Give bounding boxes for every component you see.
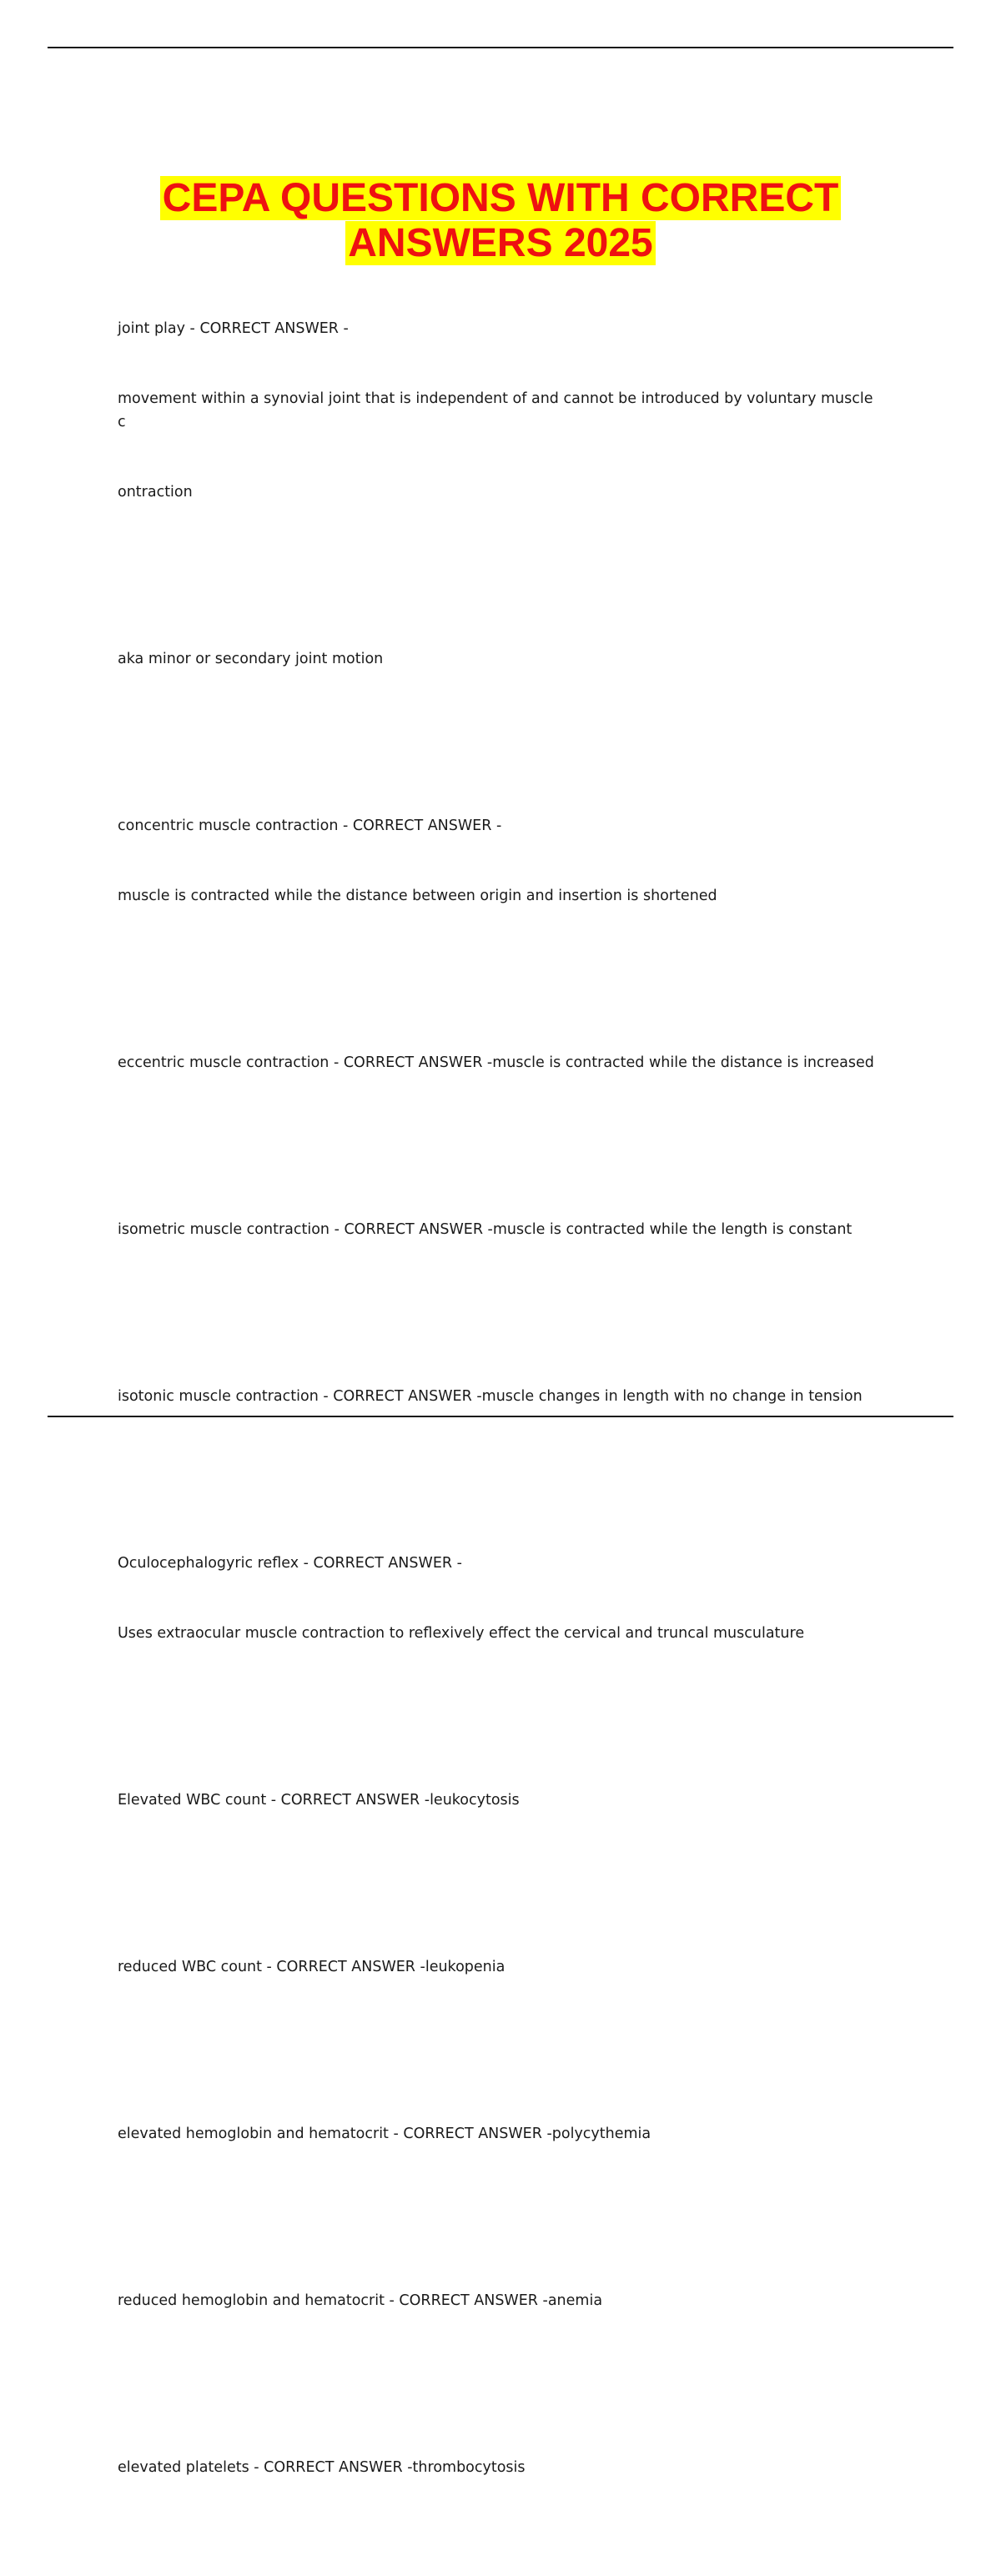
- title-line-2: ANSWERS 2025: [345, 221, 655, 265]
- qa-line: reduced WBC count - CORRECT ANSWER -leukopenia: [118, 1959, 506, 1975]
- qa-line: joint play - CORRECT ANSWER -: [118, 320, 349, 337]
- qa-line: movement within a synovial joint that is independent of and cannot be introduced by voluntary muscle c: [118, 390, 878, 430]
- qa-line: muscle is contracted while the distance between origin and insertion is shortened: [118, 888, 717, 904]
- qa-list: [118, 270, 885, 2576]
- qa-entry: [118, 2242, 885, 2359]
- qa-entry: [118, 270, 885, 551]
- qa-line: Uses extraocular muscle contraction to reflexively effect the cervical and truncal musculature: [118, 1625, 805, 1642]
- title-line-1: CEPA QUESTIONS WITH CORRECT: [160, 176, 842, 220]
- qa-line: elevated platelets - CORRECT ANSWER -thrombocytosis: [118, 2459, 526, 2476]
- qa-line: aka minor or secondary joint motion: [118, 651, 384, 667]
- qa-line: concentric muscle contraction - CORRECT ANSWER -: [118, 818, 502, 834]
- qa-entry: [118, 1004, 885, 1121]
- qa-line: Oculocephalogyric reflex - CORRECT ANSWER -: [118, 1555, 462, 1572]
- qa-entry: [118, 601, 885, 717]
- top-rule: [48, 47, 953, 48]
- qa-line: Elevated WBC count - CORRECT ANSWER -leukocytosis: [118, 1792, 520, 1809]
- qa-line: ontraction: [118, 484, 193, 501]
- qa-entry: [118, 2409, 885, 2526]
- qa-entry: [118, 767, 885, 954]
- qa-line: isotonic muscle contraction - CORRECT ANSWER -muscle changes in length with no change in tension: [118, 1388, 863, 1405]
- document-title: [0, 176, 1001, 266]
- qa-entry: [118, 1338, 885, 1455]
- qa-line: reduced hemoglobin and hematocrit - CORRECT ANSWER -anemia: [118, 2292, 603, 2309]
- qa-entry: [118, 2075, 885, 2192]
- qa-line: elevated hemoglobin and hematocrit - CORRECT ANSWER -polycythemia: [118, 2126, 651, 2142]
- qa-entry: [118, 1909, 885, 2025]
- qa-entry: [118, 1171, 885, 1288]
- qa-line: eccentric muscle contraction - CORRECT ANSWER -muscle is contracted while the distance is increased: [118, 1054, 874, 1071]
- qa-entry: [118, 1742, 885, 1859]
- qa-entry: [118, 1505, 885, 1692]
- bottom-rule: [48, 1416, 953, 1417]
- qa-line: isometric muscle contraction - CORRECT ANSWER -muscle is contracted while the length is constant: [118, 1221, 853, 1238]
